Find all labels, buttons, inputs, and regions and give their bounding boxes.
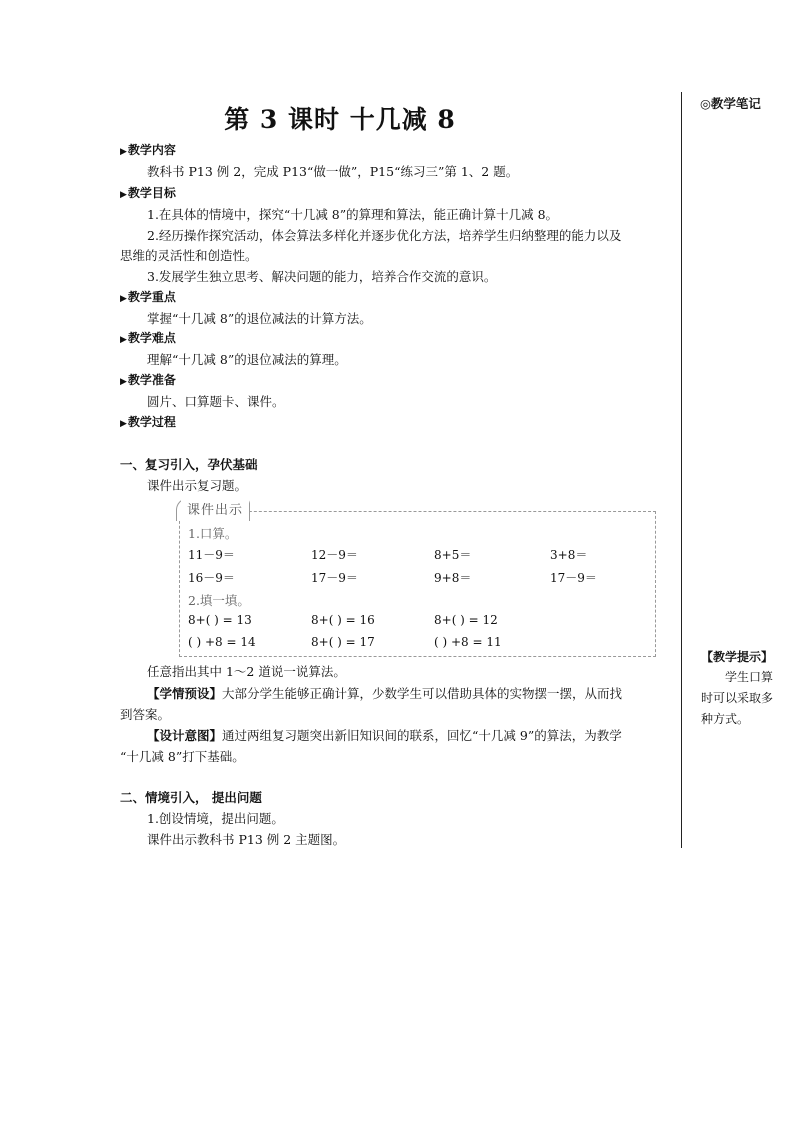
notes-divider (681, 92, 682, 848)
triangle-bullet-icon: ▶ (120, 419, 127, 429)
triangle-bullet-icon: ▶ (120, 147, 127, 157)
q1-cell: 12－9＝ (311, 548, 358, 562)
goal-item-3: 3.发展学生独立思考、解决问题的能力，培养合作交流的意识。 (147, 269, 497, 284)
section-heading-content: ▶教学内容 (120, 143, 176, 157)
design-paragraph (147, 726, 622, 744)
q2-cell: ( ) +8 = 11 (434, 635, 502, 649)
preset-paragraph (147, 684, 622, 702)
part2-heading: 二、情境引入， 提出问题 (120, 790, 262, 805)
goal-item-2-cont: 思维的灵活性和创造性。 (120, 248, 258, 263)
q2-label: 2.填一填。 (188, 593, 250, 608)
part1-intro: 课件出示复习题。 (147, 478, 248, 493)
triangle-bullet-icon: ▶ (120, 294, 127, 304)
triangle-bullet-icon: ▶ (120, 377, 127, 387)
goal-item-1: 1.在具体的情境中，探究“十几减 8”的算理和算法，能正确计算十几减 8。 (147, 207, 559, 222)
goal-item-2: 2.经历操作探究活动，体会算法多样化并逐步优化方法，培养学生归纳整理的能力以及 (147, 228, 622, 243)
section-heading-key: ▶教学重点 (120, 290, 176, 304)
design-text-cont: “十几减 8”打下基础。 (120, 749, 245, 764)
hint-title: 【教学提示】 (701, 650, 774, 664)
q1-cell: 8+5＝ (434, 548, 472, 562)
section-heading-prep: ▶教学准备 (120, 373, 176, 387)
preset-tag: 【学情预设】 (147, 686, 223, 701)
teaching-notes-label: ◎教学笔记 (700, 96, 761, 111)
part2-line-2: 课件出示教科书 P13 例 2 主题图。 (147, 832, 346, 847)
q2-cell: 8+( ) = 12 (434, 613, 498, 627)
q2-cell: 8+( ) = 13 (188, 613, 252, 627)
section-heading-goals: ▶教学目标 (120, 186, 176, 200)
design-text: 通过两组复习题突出新旧知识间的联系，回忆“十几减 9”的算法，为教学 (222, 728, 622, 743)
preset-text-cont: 到答案。 (120, 707, 171, 722)
part2-line-1: 1.创设情境，提出问题。 (147, 811, 284, 826)
page-title: 第 3 课时 十几减 8 (224, 105, 456, 134)
q1-cell: 16－9＝ (188, 571, 235, 585)
part1-heading: 一、复习引入，孕伏基础 (120, 457, 258, 472)
q2-cell: 8+( ) = 16 (311, 613, 375, 627)
q1-cell: 3+8＝ (550, 548, 588, 562)
q2-cell: ( ) +8 = 14 (188, 635, 256, 649)
q1-cell: 17－9＝ (550, 571, 597, 585)
q2-cell: 8+( ) = 17 (311, 635, 375, 649)
triangle-bullet-icon: ▶ (120, 190, 127, 200)
q1-label: 1.口算。 (188, 526, 238, 541)
preset-text: 大部分学生能够正确计算，少数学生可以借助具体的实物摆一摆，从而找 (222, 686, 623, 701)
triangle-bullet-icon: ▶ (120, 335, 127, 345)
prep-text: 圆片、口算题卡、课件。 (147, 394, 285, 409)
q1-cell: 9+8＝ (434, 571, 472, 585)
section-heading-difficulty: ▶教学难点 (120, 331, 176, 345)
section-heading-process: ▶教学过程 (120, 415, 176, 429)
courseware-tab-label: 课件出示 (181, 498, 249, 519)
hint-text: 学生口算时可以采取多种方式。 (701, 670, 774, 726)
q1-cell: 17－9＝ (311, 571, 358, 585)
content-text: 教科书 P13 例 2，完成 P13“做一做”，P15“练习三”第 1、2 题。 (147, 164, 519, 179)
difficulty-text: 理解“十几减 8”的退位减法的算理。 (147, 352, 347, 367)
after-box-text: 任意指出其中 1～2 道说一说算法。 (147, 664, 346, 679)
design-tag: 【设计意图】 (147, 728, 223, 743)
key-text: 掌握“十几减 8”的退位减法的计算方法。 (147, 311, 372, 326)
q1-cell: 11－9＝ (188, 548, 235, 562)
